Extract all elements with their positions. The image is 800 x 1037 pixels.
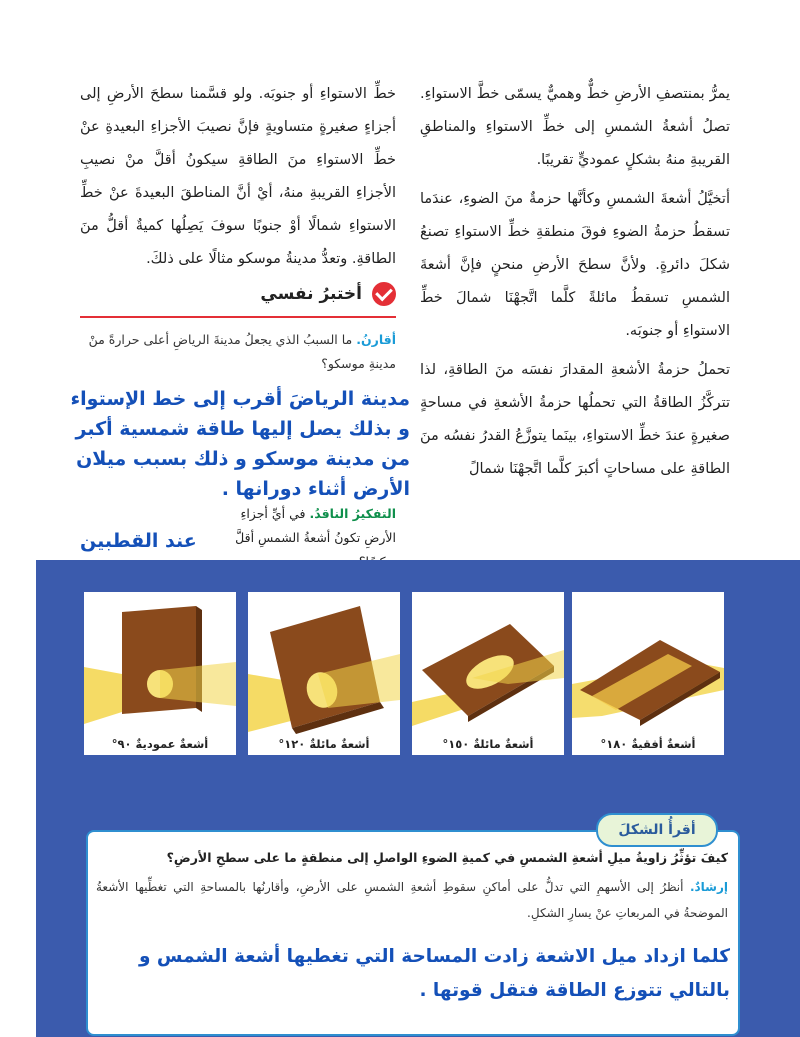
divider xyxy=(80,316,396,318)
angle-90-illustration xyxy=(84,592,236,755)
figure-card-180 xyxy=(572,592,724,755)
question-label: التفكيرُ الناقدُ. xyxy=(309,506,396,521)
angle-120-illustration xyxy=(248,592,400,755)
paragraph: يمرُّ بمنتصفِ الأرضِ خطٌّ وهميٌّ يسمّى خطَّ الاستواءِ. تصلُ أشعةُ الشمسِ إلى خطِّ الاستواءِ والمناطقِ القريبةِ منهُ بشكلٍ عموديٍّ تقريبًا. xyxy=(420,86,730,168)
compare-question xyxy=(80,328,396,376)
question-label: أقارنُ. xyxy=(356,332,396,347)
handwritten-answer: مدينة الرياضَ أقرب إلى خط الإستواء و بذلك يصل إليها طاقة شمسية أكبر من مدينة موسكو و ذلك بسبب ميلان الأرض أثناء دورانها . xyxy=(70,388,410,500)
text-column-left xyxy=(80,78,396,276)
figure-label: أشعةٌ عموديةٌ ٩٠° xyxy=(111,737,209,751)
read-figure-tab: أقرأُ الشكلَ xyxy=(596,813,718,847)
figure-card-150 xyxy=(412,592,564,755)
figure-card-90 xyxy=(84,592,236,755)
self-test-title: أختبرُ نفسي xyxy=(260,284,362,304)
self-test-header xyxy=(80,282,396,306)
paragraph: تحملُ حزمةُ الأشعةِ المقدارَ نفسَه منَ الطاقةِ، لذا تتركَّزُ الطاقةُ التي تحملُها حزمةُ الأشعةِ في مساحةٍ صغيرةٍ عندَ خطِّ الاستواءِ، بينَما يتوزَّعُ القدرُ نفسُه منَ الطاقةِ على مساحاتٍ أكبرَ كلَّما اتَّجهْنَا شمالً xyxy=(420,362,730,477)
figure-label: أشعةٌ مائلةٌ ١٢٠° xyxy=(278,737,370,751)
self-test-section xyxy=(80,282,396,318)
checkmark-icon xyxy=(372,282,396,306)
angle-180-illustration xyxy=(572,592,724,755)
figure-card-120 xyxy=(248,592,400,755)
figure-label: أشعةٌ أفقيةٌ ١٨٠° xyxy=(600,737,696,751)
question-text: في أيِّ أجزاءِ الأرضِ تكونُ أشعةُ الشمسِ أقلَّ xyxy=(235,506,396,545)
angle-150-illustration xyxy=(412,592,564,755)
handwritten-answer: عند القطبين xyxy=(80,530,197,552)
paragraph: خطِّ الاستواءِ أو جنوبَه. ولو قسَّمنا سطحَ الأرضِ إلى أجزاءٍ صغيرةٍ متساويةٍ فإنَّ نصيبَ الأجزاءِ البعيدةِ عنْ خطِّ الاستواءِ منَ الطاقةِ سيكونُ أقلَّ منْ نصيبِ الأجزاءِ القريبةِ منهُ، أيْ أنَّ المناطقَ البعيدةَ عنْ خطِّ الاستواءِ شمالًا أوْ جنوبًا سوفَ يَصِلُها كميةٌ أقلُّ منَ الطاقةِ. وتعدُّ مدينةُ موسكو مثالًا على ذلكَ. xyxy=(80,86,396,267)
text-column-right xyxy=(420,78,730,486)
paragraph: أتخيَّلُ أشعةَ الشمسِ وكأنَّها حزمةٌ منَ الضوءِ، عندَما تسقطُ حزمةُ الضوءِ فوقَ منطقةِ خطِّ الاستواءِ تصنعُ شكلَ دائرةٍ. ولأنَّ سطحَ الأرضِ منحنٍ فإنَّ أشعةَ الشمسِ تسقطُ مائلةً كلَّما اتَّجهْنَا شمالَ خطِّ الاستواءِ أو جنوبَه. xyxy=(420,191,730,339)
hint-label: إرشادٌ. xyxy=(689,880,728,894)
read-figure-hint xyxy=(96,874,728,926)
handwritten-answer: كلما ازداد ميل الاشعة زادت المساحة التي تغطيها أشعة الشمس و بالتالي تتوزع الطاقة فتقل قوتها . xyxy=(138,946,730,1001)
question-text: ما السببُ الذي يجعلُ مدينةَ الرياضِ أعلى حرارةً منْ مدينةِ موسكو؟ xyxy=(88,332,396,371)
hint-text: أنظرُ إلى الأسهمِ التي تدلُّ على أماكنِ سقوطِ أشعةِ الشمسِ على الأرضِ، وأقارنُها بالمساحةِ التي تغطِّيها الأشعةُ الموضحةُ في المربعاتِ عنْ يسارِ الشكلِ. xyxy=(96,880,728,920)
read-figure-question: كيفَ تؤثِّرُ زاويةُ ميلِ أشعةِ الشمسِ في كميةِ الضوءِ الواصلِ إلى منطقةٍ ما على سطحِ الأرضِ؟ xyxy=(166,850,728,865)
figure-label: أشعةٌ مائلةٌ ١٥٠° xyxy=(442,737,534,751)
